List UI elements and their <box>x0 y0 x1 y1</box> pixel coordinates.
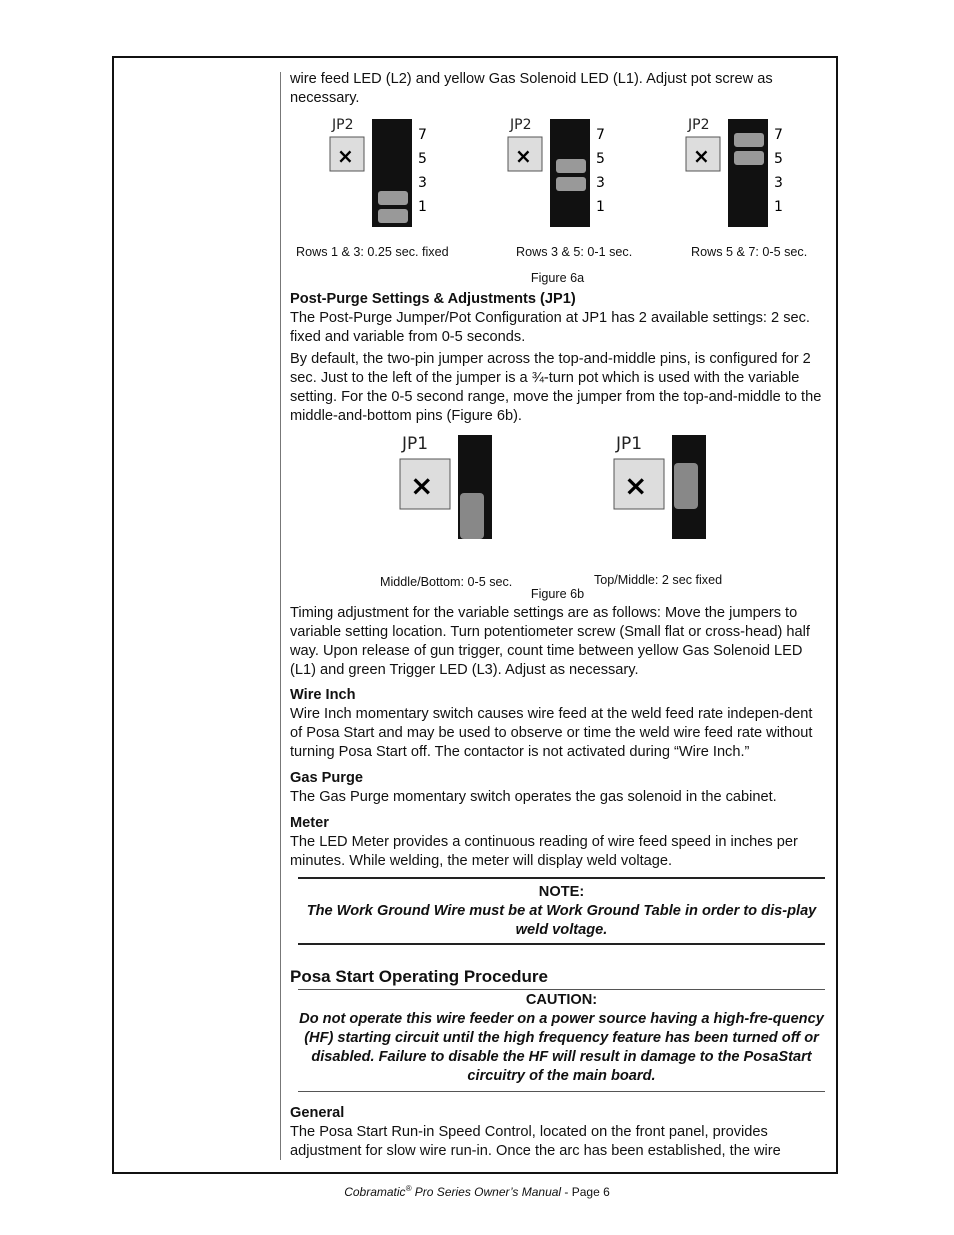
gas-purge-heading: Gas Purge <box>290 770 363 786</box>
jp2-diagram-rows-5-7 <box>682 115 802 235</box>
svg-text:3: 3 <box>418 175 427 191</box>
svg-text:1: 1 <box>596 199 605 215</box>
svg-text:7: 7 <box>596 127 605 143</box>
svg-text:×: × <box>515 144 532 168</box>
jp2-diagram-rows-1-3 <box>326 115 446 235</box>
figure-6b <box>290 429 825 597</box>
figure-6a <box>290 111 825 269</box>
general-heading: General <box>290 1105 345 1121</box>
figure-6a-caption-1: Rows 1 & 3: 0.25 sec. fixed <box>296 245 449 259</box>
svg-text:5: 5 <box>596 151 605 167</box>
meter-heading: Meter <box>290 815 329 831</box>
svg-text:1: 1 <box>774 199 783 215</box>
figure-6a-caption-3: Rows 5 & 7: 0-5 sec. <box>691 245 808 259</box>
jp2-diagram-rows-3-5 <box>504 115 624 235</box>
svg-text:7: 7 <box>418 127 427 143</box>
timing-text: Timing adjustment for the variable settings are as follows: Move the jumpers to variable setting location. Turn potentiometer screw (Small flat or cross-head) half way. Upon release of gun trigger, count time between yellow Gas Solenoid LED (L1) and green Trigger LED (L3). Adjust as necessary. <box>290 605 810 678</box>
intro-text: wire feed LED (L2) and yellow Gas Solenoid LED (L1). Adjust pot screw as necessary. <box>290 71 773 106</box>
jp2-label: JP2 <box>332 117 354 133</box>
svg-text:5: 5 <box>774 151 783 167</box>
caution-title: CAUTION: <box>525 992 598 1008</box>
svg-text:×: × <box>624 469 648 502</box>
postpurge-paragraph-1: The Post-Purge Jumper/Pot Configuration at JP1 has 2 available settings: 2 sec. fixed and variable from 0-5 seconds. <box>290 310 810 345</box>
footer-brand: Cobramatic <box>344 1185 406 1199</box>
footer-page-number: - Page 6 <box>561 1185 610 1199</box>
posa-start-section-title: Posa Start Operating Procedure <box>290 967 548 986</box>
registered-mark: ® <box>405 1184 412 1193</box>
jp1-diagram-top-middle <box>612 433 722 543</box>
svg-text:3: 3 <box>774 175 783 191</box>
main-content <box>290 70 825 1164</box>
note-body: The Work Ground Wire must be at Work Ground Table in order to dis-play weld voltage. <box>306 903 817 938</box>
figure-6a-caption-2: Rows 3 & 5: 0-1 sec. <box>516 245 633 259</box>
svg-text:3: 3 <box>596 175 605 191</box>
wire-inch-heading: Wire Inch <box>290 687 356 703</box>
gas-purge-text: The Gas Purge momentary switch operates the gas solenoid in the cabinet. <box>290 789 777 805</box>
svg-text:5: 5 <box>418 151 427 167</box>
page-footer <box>0 1184 954 1199</box>
wire-inch-text: Wire Inch momentary switch causes wire feed at the weld feed rate indepen-dent of Posa Start and may be used to observe or time the weld wire feed rate without turning Posa Start off. The contactor is not activated during “Wire Inch.” <box>290 706 813 760</box>
figure-6b-caption-2: Top/Middle: 2 sec fixed <box>594 573 723 587</box>
svg-text:JP2: JP2 <box>510 117 532 133</box>
caution-body: Do not operate this wire feeder on a power source having a high-fre-quency (HF) starting circuit until the high frequency feature has been turned off or disabled. Failure to disable the HF will result in damage to the PosaStart circuitry of the main board. <box>299 1011 824 1084</box>
note-box <box>298 877 825 945</box>
svg-text:×: × <box>693 144 710 168</box>
general-text: The Posa Start Run-in Speed Control, located on the front panel, provides adjustment for slow wire run-in. Once the arc has been established, the wire <box>290 1124 781 1159</box>
note-title: NOTE: <box>538 884 585 900</box>
figure-6b-label: Figure 6b <box>530 587 585 601</box>
postpurge-paragraph-2: By default, the two-pin jumper across the top-and-middle pins, is configured for 2 sec. Just to the left of the jumper is a ¾-turn pot which is used with the variable setting. For the 0-5 second range, move the jumper from the top-and-middle to the middle-and-bottom pins (Figure 6b). <box>290 351 822 424</box>
figure-6a-label: Figure 6a <box>530 271 585 285</box>
svg-text:×: × <box>410 469 434 502</box>
svg-text:×: × <box>337 144 354 168</box>
meter-text: The LED Meter provides a continuous reading of wire feed speed in inches per minutes. While welding, the meter will display weld voltage. <box>290 834 798 869</box>
figure-6b-caption-1: Middle/Bottom: 0-5 sec. <box>380 575 513 589</box>
caution-box <box>298 989 825 1092</box>
margin-rule <box>280 72 281 1160</box>
footer-title: Pro Series Owner’s Manual <box>411 1185 562 1199</box>
postpurge-heading: Post-Purge Settings & Adjustments (JP1) <box>290 291 576 307</box>
svg-text:7: 7 <box>774 127 783 143</box>
svg-text:JP2: JP2 <box>688 117 710 133</box>
svg-text:JP1: JP1 <box>402 434 429 454</box>
jp1-diagram-middle-bottom <box>398 433 508 543</box>
svg-text:1: 1 <box>418 199 427 215</box>
svg-text:JP1: JP1 <box>616 434 643 454</box>
